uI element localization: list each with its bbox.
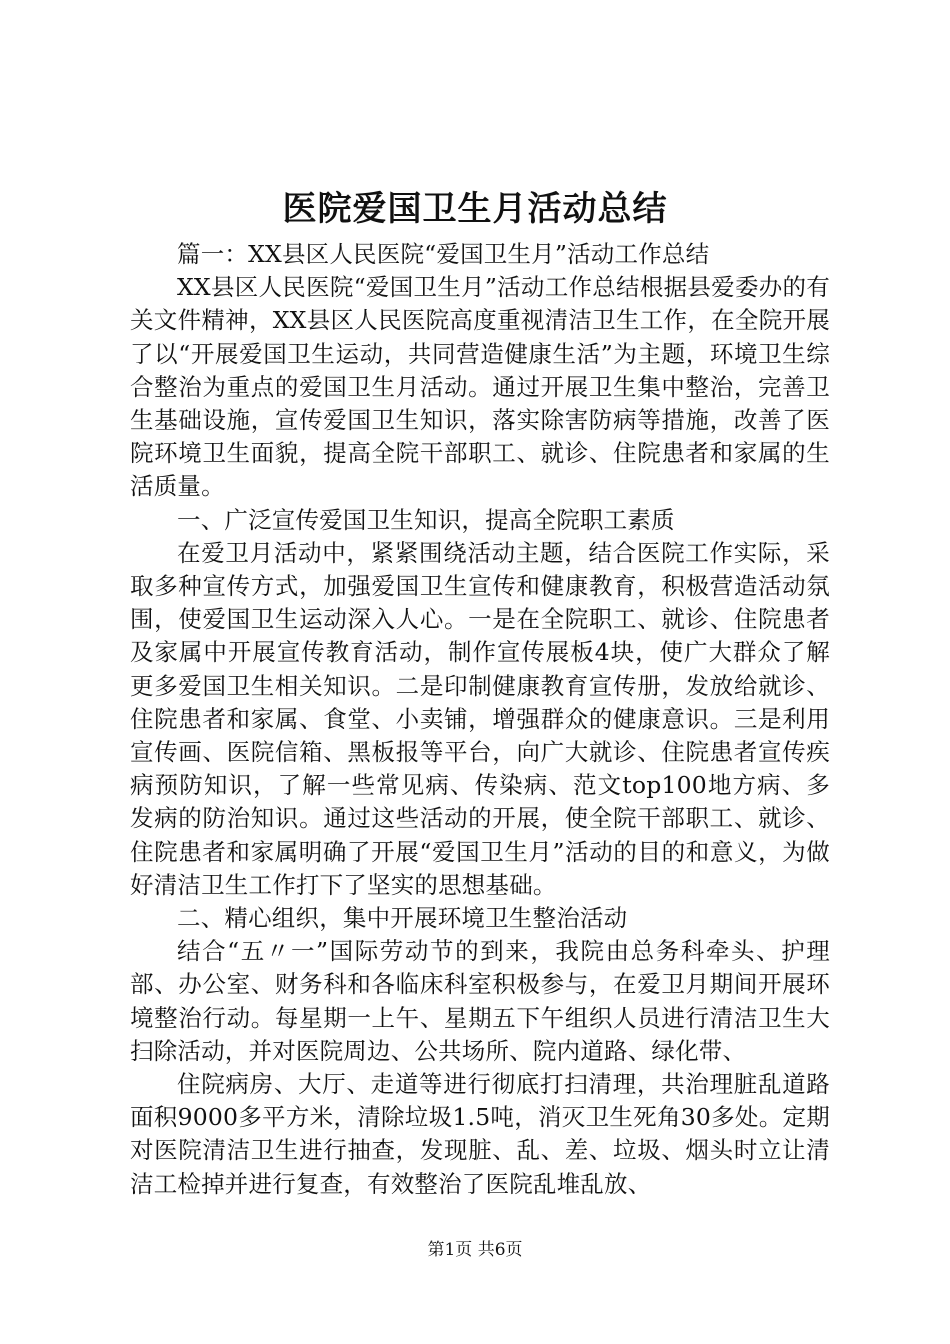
document-body xyxy=(130,238,830,1201)
page-title: 医院爱国卫生月活动总结 xyxy=(282,189,668,229)
section-heading-1: 一、广泛宣传爱国卫生知识，提高全院职工素质 xyxy=(177,505,675,534)
paragraph-intro: XX县区人民医院“爱国卫生月”活动工作总结根据县爱委办的有关文件精神，XX县区人民医院高度重视清洁卫生工作，在全院开展了以“开展爱国卫生运动，共同营造健康生活”为主题，环境卫生综合整治为重点的爱国卫生月活动。通过开展卫生集中整治，完善卫生基础设施，宣传爱国卫生知识，落实除害防病等措施，改善了医院环境卫生面貌，提高全院干部职工、就诊、住院患者和家属的生活质量。 xyxy=(130,273,830,501)
section-heading-2: 二、精心组织，集中开展环境卫生整治活动 xyxy=(177,904,628,933)
paragraph-section-2a: 结合“五〃一”国际劳动节的到来，我院由总务科牵头、护理部、办公室、财务科和各临床科室积极参与，在爱卫月期间开展环境整治行动。每星期一上午、星期五下午组织人员进行清洁卫生大扫除活动，并对医院周边、公共场所、院内道路、绿化带、 xyxy=(130,937,830,1065)
paragraph-article-heading: 篇一：XX县区人民医院“爱国卫生月”活动工作总结 xyxy=(177,240,710,268)
paragraph-section-1: 在爱卫月活动中，紧紧围绕活动主题，结合医院工作实际，采取多种宣传方式，加强爱国卫生宣传和健康教育，积极营造活动氛围，使爱国卫生运动深入人心。一是在全院职工、就诊、住院患者及家属中开展宣传教育活动，制作宣传展板4块，使广大群众了解更多爱国卫生相关知识。二是印制健康教育宣传册，发放给就诊、住院患者和家属、食堂、小卖铺，增强群众的健康意识。三是利用宣传画、医院信箱、黑板报等平台，向广大就诊、住院患者宣传疾病预防知识，了解一些常见病、传染病、范文top100地方病、多发病的防治知识。通过这些活动的开展，使全院干部职工、就诊、住院患者和家属明确了开展“爱国卫生月”活动的目的和意义，为做好清洁卫生工作打下了坚实的思想基础。 xyxy=(130,538,830,899)
page-footer: 第1页 共6页 xyxy=(427,1240,523,1260)
paragraph-section-2b: 住院病房、大厅、走道等进行彻底打扫清理，共治理脏乱道路面积9000多平方米，清除垃圾1.5吨，消灭卫生死角30多处。定期对医院清洁卫生进行抽查，发现脏、乱、差、垃圾、烟头时立让清洁工检掉并进行复查，有效整治了医院乱堆乱放、 xyxy=(130,1070,830,1198)
